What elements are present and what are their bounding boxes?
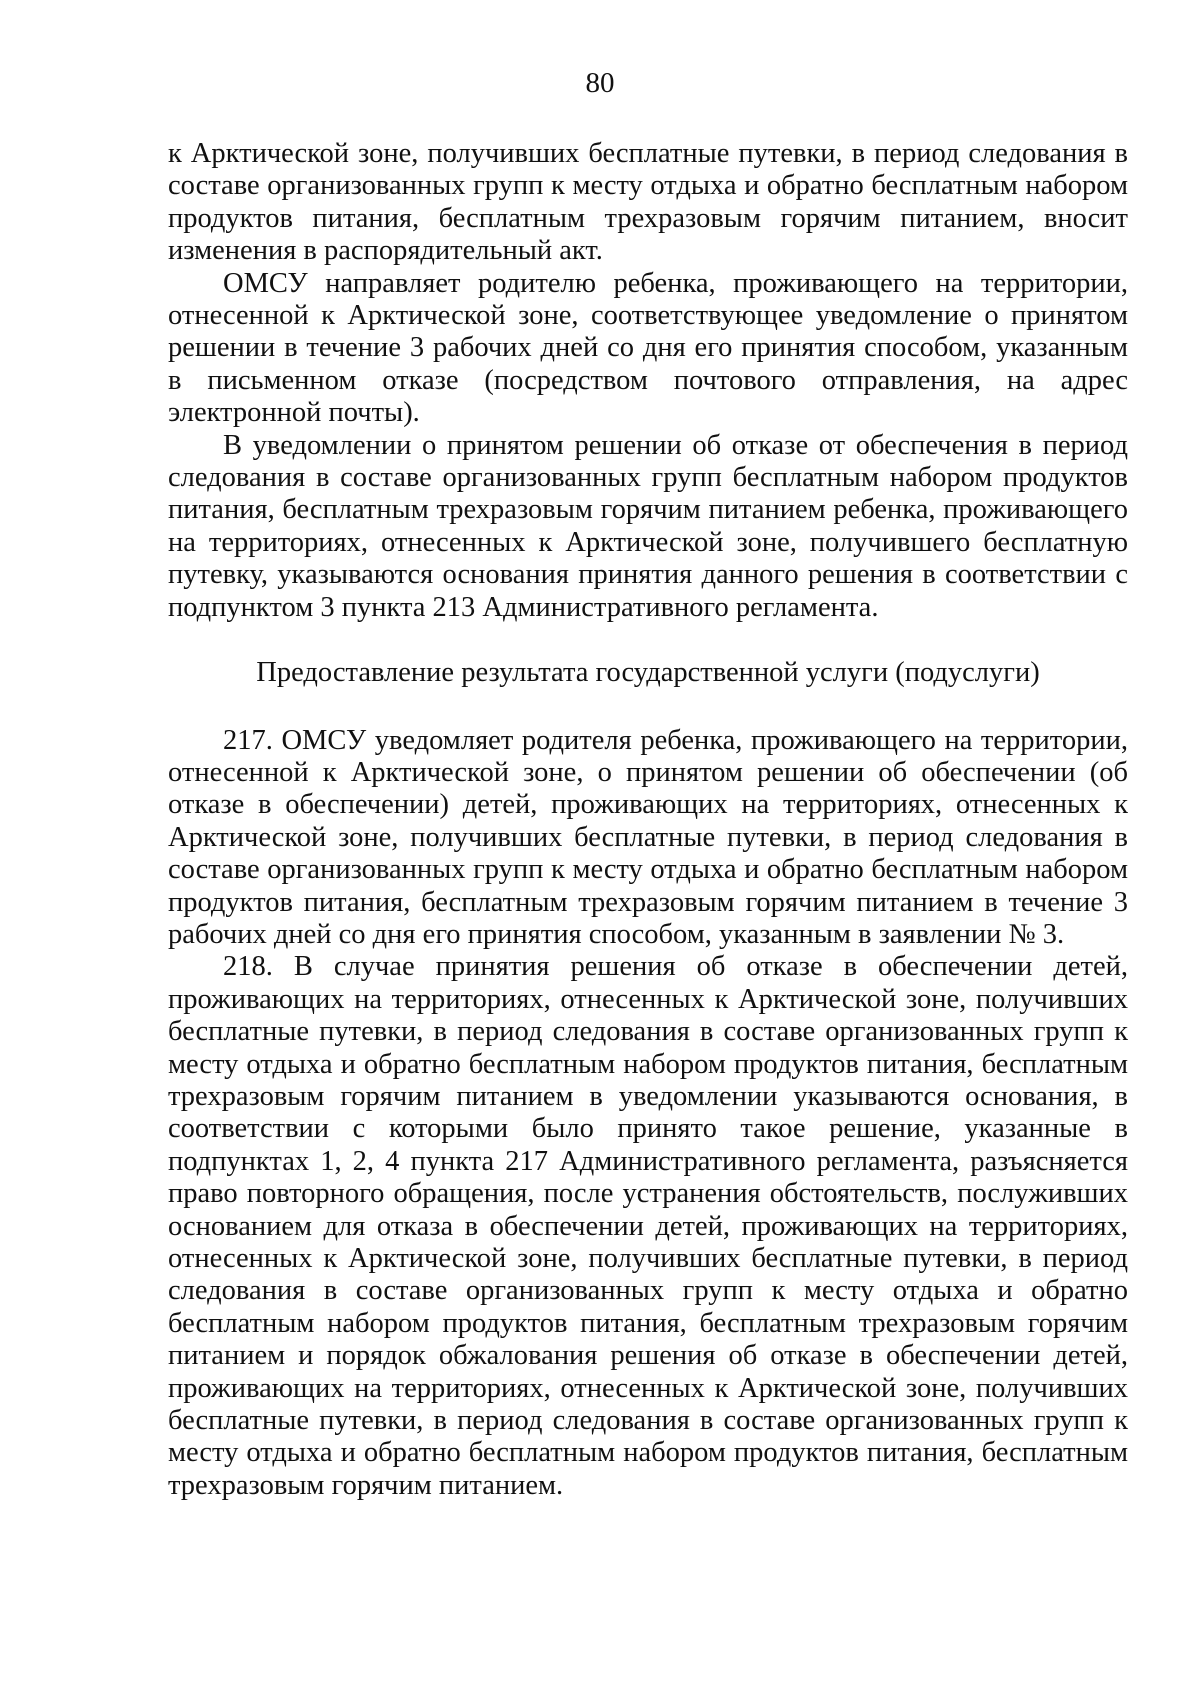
paragraph-continuation: к Арктической зоне, получивших бесплатные путевки, в период следования в составе организованных групп к месту отдыха и обратно бесплатным набором продуктов питания, бесплатным трехразовым горячим питанием, вносит изменения в распорядительный акт. [168,138,1128,267]
document-body [168,138,1128,1502]
item-218: 218. В случае принятия решения об отказе в обеспечении детей, проживающих на территориях, отнесенных к Арктической зоне, получивших бесплатные путевки, в период следования в составе организованных групп к месту отдыха и обратно бесплатным набором продуктов питания, бесплатным трехразовым горячим питанием в уведомлении указываются основания, в соответствии с которыми было принято такое решение, указанные в подпунктах 1, 2, 4 пункта 217 Административного регламента, разъясняется право повторного обращения, после устранения обстоятельств, послуживших основанием для отказа в обеспечении детей, проживающих на территориях, отнесенных к Арктической зоне, получивших бесплатные путевки, в период следования в составе организованных групп к месту отдыха и обратно бесплатным набором продуктов питания, бесплатным трехразовым горячим питанием и порядок обжалования решения об отказе в обеспечении детей, проживающих на территориях, отнесенных к Арктической зоне, получивших бесплатные путевки, в период следования в составе организованных групп к месту отдыха и обратно бесплатным набором продуктов питания, бесплатным трехразовым горячим питанием. [168,951,1128,1501]
item-217: 217. ОМСУ уведомляет родителя ребенка, проживающего на территории, отнесенной к Арктической зоне, о принятом решении об обеспечении (об отказе в обеспечении) детей, проживающих на территориях, отнесенных к Арктической зоне, получивших бесплатные путевки, в период следования в составе организованных групп к месту отдыха и обратно бесплатным набором продуктов питания, бесплатным трехразовым горячим питанием в течение 3 рабочих дней со дня его принятия способом, указанным в заявлении № 3. [168,724,1128,950]
page-number: 80 [585,67,615,99]
paragraph-notification: ОМСУ направляет родителю ребенка, проживающего на территории, отнесенной к Арктической зоне, соответствующее уведомление о принятом решении в течение 3 рабочих дней со дня его принятия способом, указанным в письменном отказе (посредством почтового отправления, на адрес электронной почты). [168,267,1128,429]
paragraph-refusal-notice: В уведомлении о принятом решении об отказе от обеспечения в период следования в составе организованных групп бесплатным набором продуктов питания, бесплатным трехразовым горячим питанием ребенка, проживающего на территориях, отнесенных к Арктической зоне, получившего бесплатную путевку, указываются основания принятия данного решения в соответствии с подпунктом 3 пункта 213 Административного регламента. [168,429,1128,623]
section-heading: Предоставление результата государственной услуги (подуслуги) [256,657,1040,689]
